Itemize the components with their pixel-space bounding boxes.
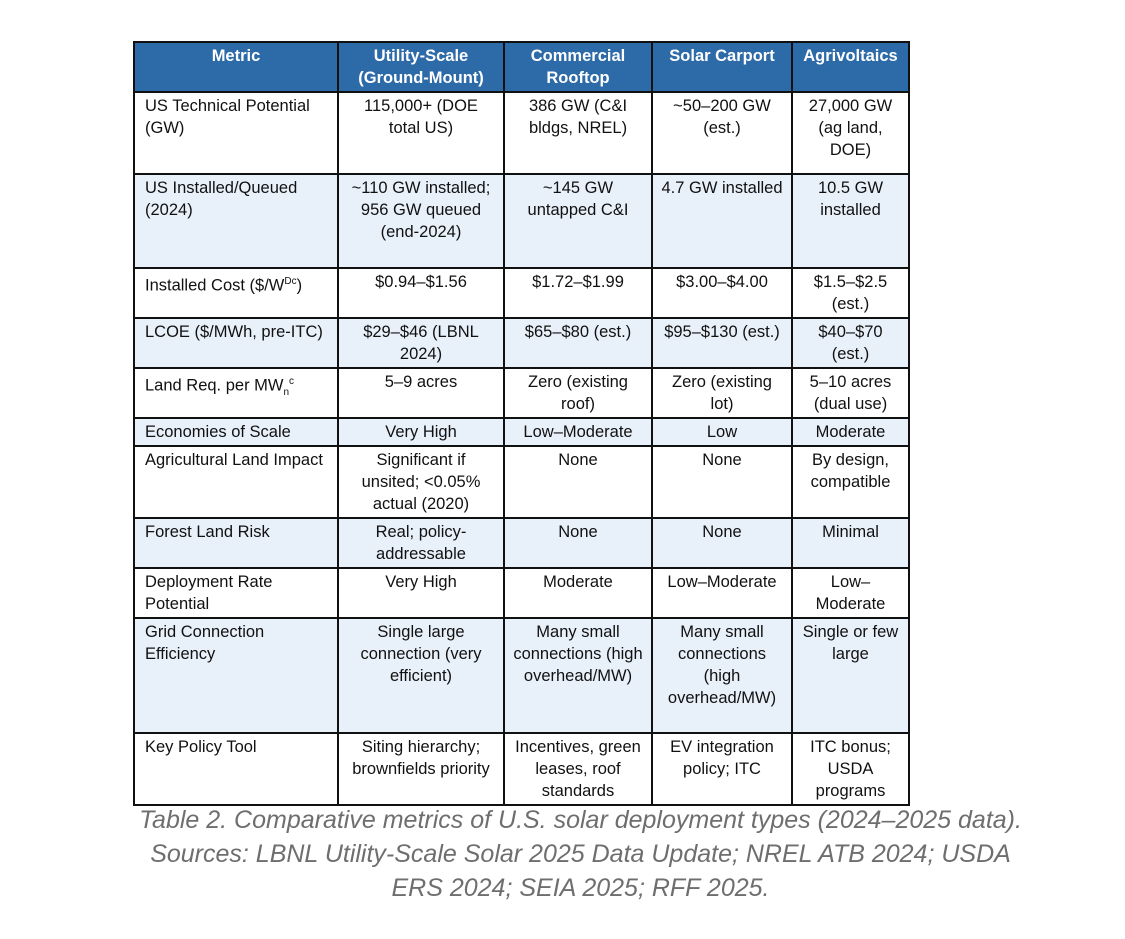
metric-cell: US Installed/Queued (2024) — [134, 174, 338, 268]
utility-cell: Real; policy-addressable — [338, 518, 504, 568]
metric-text: Installed Cost ($/W — [145, 276, 285, 295]
carport-cell: ~50–200 GW (est.) — [652, 92, 792, 174]
agrivoltaics-cell: Low–Moderate — [792, 568, 909, 618]
table-row — [134, 418, 909, 446]
header-agrivoltaics: Agrivoltaics — [792, 42, 909, 92]
utility-cell: 5–9 acres — [338, 368, 504, 418]
table-row — [134, 733, 909, 805]
table-row — [134, 268, 909, 318]
carport-cell: $3.00–$4.00 — [652, 268, 792, 318]
metric-text: Land Req. per MW — [145, 376, 284, 395]
agrivoltaics-cell: Single or few large — [792, 618, 909, 733]
carport-cell: None — [652, 446, 792, 518]
carport-cell: Many small connections (high overhead/MW) — [652, 618, 792, 733]
table-caption: Table 2. Comparative metrics of U.S. solar deployment types (2024–2025 data). Sources: LBNL Utility-Scale Solar 2025 Data Update; NREL ATB 2024; USDA ERS 2024; SEIA 2025; RFF 2025. — [139, 806, 1022, 902]
commercial-cell: $1.72–$1.99 — [504, 268, 652, 318]
agrivoltaics-cell: 27,000 GW (ag land, DOE) — [792, 92, 909, 174]
table-row — [134, 92, 909, 174]
utility-cell: Very High — [338, 418, 504, 446]
commercial-cell: Incentives, green leases, roof standards — [504, 733, 652, 805]
carport-cell: Zero (existing lot) — [652, 368, 792, 418]
carport-cell: Low–Moderate — [652, 568, 792, 618]
agrivoltaics-cell: Moderate — [792, 418, 909, 446]
commercial-cell: Many small connections (high overhead/MW) — [504, 618, 652, 733]
commercial-cell: $65–$80 (est.) — [504, 318, 652, 368]
utility-cell: Siting hierarchy; brownfields priority — [338, 733, 504, 805]
carport-cell: 4.7 GW installed — [652, 174, 792, 268]
utility-cell: Single large connection (very efficient) — [338, 618, 504, 733]
agrivoltaics-cell: ITC bonus; USDA programs — [792, 733, 909, 805]
header-solar-carport: Solar Carport — [652, 42, 792, 92]
metric-subscript: n — [283, 386, 290, 398]
header-commercial-rooftop: Commercial Rooftop — [504, 42, 652, 92]
utility-cell: Very High — [338, 568, 504, 618]
metric-cell: US Technical Potential (GW) — [134, 92, 338, 174]
utility-cell: ~110 GW installed; 956 GW queued (end-2024) — [338, 174, 504, 268]
metric-cell: Agricultural Land Impact — [134, 446, 338, 518]
metric-cell: Key Policy Tool — [134, 733, 338, 805]
metric-tail: ) — [296, 276, 303, 295]
agrivoltaics-cell: $1.5–$2.5 (est.) — [792, 268, 909, 318]
utility-cell: 115,000+ (DOE total US) — [338, 92, 504, 174]
header-metric: Metric — [134, 42, 338, 92]
agrivoltaics-cell: 10.5 GW installed — [792, 174, 909, 268]
agrivoltaics-cell: $40–$70 (est.) — [792, 318, 909, 368]
carport-cell: Low — [652, 418, 792, 446]
commercial-cell: ~145 GW untapped C&I — [504, 174, 652, 268]
utility-cell: $0.94–$1.56 — [338, 268, 504, 318]
table-row — [134, 618, 909, 733]
metric-cell: LCOE ($/MWh, pre-ITC) — [134, 318, 338, 368]
commercial-cell: None — [504, 446, 652, 518]
carport-cell: None — [652, 518, 792, 568]
comparison-table — [133, 41, 910, 806]
commercial-cell: 386 GW (C&I bldgs, NREL) — [504, 92, 652, 174]
carport-cell: $95–$130 (est.) — [652, 318, 792, 368]
table-row — [134, 318, 909, 368]
agrivoltaics-cell: 5–10 acres (dual use) — [792, 368, 909, 418]
metric-cell — [134, 268, 338, 318]
table-row — [134, 568, 909, 618]
table-row — [134, 518, 909, 568]
table-header-row — [134, 42, 909, 92]
agrivoltaics-cell: By design, compatible — [792, 446, 909, 518]
commercial-cell: Low–Moderate — [504, 418, 652, 446]
agrivoltaics-cell: Minimal — [792, 518, 909, 568]
metric-cell: Forest Land Risk — [134, 518, 338, 568]
table-row — [134, 368, 909, 418]
metric-superscript: Dc — [284, 276, 297, 287]
metric-cell: Economies of Scale — [134, 418, 338, 446]
metric-superscript: c — [289, 376, 295, 387]
utility-cell: Significant if unsited; <0.05% actual (2020) — [338, 446, 504, 518]
header-utility-scale: Utility-Scale (Ground-Mount) — [338, 42, 504, 92]
table-row — [134, 174, 909, 268]
metric-cell: Deployment Rate Potential — [134, 568, 338, 618]
carport-cell: EV integration policy; ITC — [652, 733, 792, 805]
table-row — [134, 446, 909, 518]
commercial-cell: None — [504, 518, 652, 568]
metric-cell — [134, 368, 338, 418]
metric-cell: Grid Connection Efficiency — [134, 618, 338, 733]
commercial-cell: Moderate — [504, 568, 652, 618]
commercial-cell: Zero (existing roof) — [504, 368, 652, 418]
utility-cell: $29–$46 (LBNL 2024) — [338, 318, 504, 368]
